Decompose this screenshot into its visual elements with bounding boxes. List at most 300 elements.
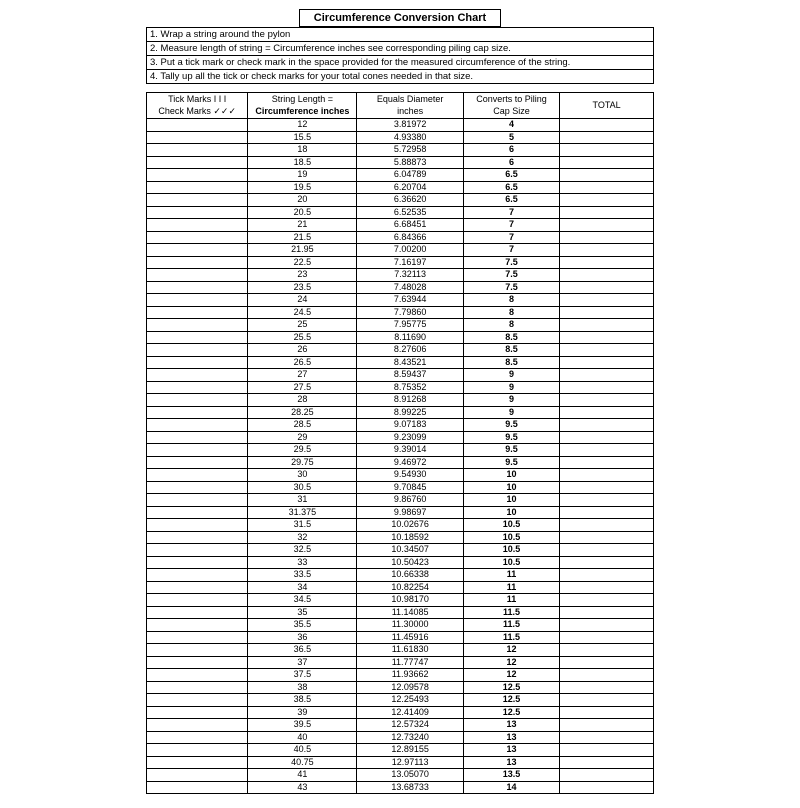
total-cell bbox=[560, 331, 654, 344]
diameter-cell: 3.81972 bbox=[357, 119, 463, 132]
cap-size-cell: 12.5 bbox=[463, 681, 559, 694]
page-title: Circumference Conversion Chart bbox=[299, 9, 501, 27]
circumference-cell: 18 bbox=[248, 144, 357, 157]
table-row bbox=[147, 769, 654, 782]
tick-cell bbox=[147, 194, 248, 207]
circumference-cell: 31.5 bbox=[248, 519, 357, 532]
tick-cell bbox=[147, 756, 248, 769]
diameter-cell: 5.88873 bbox=[357, 156, 463, 169]
diameter-cell: 8.59437 bbox=[357, 369, 463, 382]
cap-size-cell: 7 bbox=[463, 231, 559, 244]
tick-cell bbox=[147, 219, 248, 232]
diameter-header-line2: inches bbox=[397, 105, 424, 116]
circumference-cell: 20 bbox=[248, 194, 357, 207]
column-header-circumference bbox=[248, 93, 357, 119]
circumference-cell: 30.5 bbox=[248, 481, 357, 494]
cap-size-cell: 7.5 bbox=[463, 281, 559, 294]
tick-cell bbox=[147, 294, 248, 307]
circumference-cell: 34.5 bbox=[248, 594, 357, 607]
total-cell bbox=[560, 344, 654, 357]
tick-cell bbox=[147, 369, 248, 382]
total-cell bbox=[560, 531, 654, 544]
circumference-cell: 28.25 bbox=[248, 406, 357, 419]
diameter-cell: 10.34507 bbox=[357, 544, 463, 557]
total-cell bbox=[560, 694, 654, 707]
table-row bbox=[147, 319, 654, 332]
circumference-cell: 29 bbox=[248, 431, 357, 444]
table-row bbox=[147, 131, 654, 144]
circumference-cell: 26 bbox=[248, 344, 357, 357]
total-cell bbox=[560, 594, 654, 607]
tick-cell bbox=[147, 419, 248, 432]
diameter-cell: 7.16197 bbox=[357, 256, 463, 269]
diameter-cell: 11.61830 bbox=[357, 644, 463, 657]
table-row bbox=[147, 569, 654, 582]
total-cell bbox=[560, 181, 654, 194]
table-row bbox=[147, 719, 654, 732]
tick-cell bbox=[147, 131, 248, 144]
cap-size-cell: 9 bbox=[463, 406, 559, 419]
diameter-cell: 9.46972 bbox=[357, 456, 463, 469]
tick-cell bbox=[147, 394, 248, 407]
tick-cell bbox=[147, 181, 248, 194]
tick-cell bbox=[147, 781, 248, 794]
diameter-cell: 9.98697 bbox=[357, 506, 463, 519]
table-row bbox=[147, 244, 654, 257]
table-row bbox=[147, 356, 654, 369]
diameter-cell: 10.66338 bbox=[357, 569, 463, 582]
tick-cell bbox=[147, 319, 248, 332]
table-row bbox=[147, 669, 654, 682]
table-row bbox=[147, 731, 654, 744]
circumference-cell: 21.95 bbox=[248, 244, 357, 257]
circumference-cell: 27.5 bbox=[248, 381, 357, 394]
total-cell bbox=[560, 131, 654, 144]
diameter-cell: 7.32113 bbox=[357, 269, 463, 282]
circumference-cell: 24.5 bbox=[248, 306, 357, 319]
diameter-cell: 8.27606 bbox=[357, 344, 463, 357]
cap-size-cell: 7.5 bbox=[463, 269, 559, 282]
circumference-cell: 19.5 bbox=[248, 181, 357, 194]
cap-size-cell: 6 bbox=[463, 144, 559, 157]
tick-cell bbox=[147, 581, 248, 594]
conversion-table-header bbox=[147, 93, 654, 119]
diameter-cell: 8.99225 bbox=[357, 406, 463, 419]
diameter-cell: 12.41409 bbox=[357, 706, 463, 719]
tick-cell bbox=[147, 644, 248, 657]
tick-cell bbox=[147, 119, 248, 132]
diameter-cell: 11.93662 bbox=[357, 669, 463, 682]
diameter-cell: 13.05070 bbox=[357, 769, 463, 782]
tick-cell bbox=[147, 344, 248, 357]
circumference-cell: 40.5 bbox=[248, 744, 357, 757]
total-cell bbox=[560, 269, 654, 282]
diameter-cell: 6.36620 bbox=[357, 194, 463, 207]
tick-header-line2: Check Marks ✓✓✓ bbox=[158, 105, 237, 116]
tick-cell bbox=[147, 719, 248, 732]
cap-size-cell: 13 bbox=[463, 719, 559, 732]
table-row bbox=[147, 644, 654, 657]
total-cell bbox=[560, 444, 654, 457]
conversion-table-body bbox=[147, 119, 654, 794]
total-cell bbox=[560, 144, 654, 157]
cap-size-cell: 13 bbox=[463, 744, 559, 757]
tick-cell bbox=[147, 494, 248, 507]
table-row bbox=[147, 394, 654, 407]
total-cell bbox=[560, 706, 654, 719]
diameter-cell: 8.75352 bbox=[357, 381, 463, 394]
total-cell bbox=[560, 469, 654, 482]
diameter-cell: 8.91268 bbox=[357, 394, 463, 407]
cap-size-cell: 8.5 bbox=[463, 356, 559, 369]
tick-cell bbox=[147, 406, 248, 419]
total-cell bbox=[560, 569, 654, 582]
total-cell bbox=[560, 206, 654, 219]
circumference-cell: 37 bbox=[248, 656, 357, 669]
table-row bbox=[147, 281, 654, 294]
circumference-cell: 25.5 bbox=[248, 331, 357, 344]
total-cell bbox=[560, 556, 654, 569]
circumference-cell: 35 bbox=[248, 606, 357, 619]
cap-size-cell: 8.5 bbox=[463, 331, 559, 344]
cap-size-cell: 11 bbox=[463, 594, 559, 607]
table-row bbox=[147, 469, 654, 482]
table-row bbox=[147, 544, 654, 557]
table-row bbox=[147, 156, 654, 169]
circumference-cell: 31.375 bbox=[248, 506, 357, 519]
tick-cell bbox=[147, 669, 248, 682]
table-row bbox=[147, 556, 654, 569]
table-row bbox=[147, 744, 654, 757]
cap-size-cell: 11 bbox=[463, 581, 559, 594]
circumference-cell: 26.5 bbox=[248, 356, 357, 369]
diameter-cell: 10.98170 bbox=[357, 594, 463, 607]
tick-cell bbox=[147, 744, 248, 757]
tick-cell bbox=[147, 244, 248, 257]
header-row bbox=[147, 93, 654, 119]
tick-cell bbox=[147, 356, 248, 369]
table-row bbox=[147, 181, 654, 194]
tick-cell bbox=[147, 681, 248, 694]
diameter-cell: 11.30000 bbox=[357, 619, 463, 632]
diameter-cell: 9.86760 bbox=[357, 494, 463, 507]
conversion-chart-sheet bbox=[146, 8, 654, 794]
diameter-cell: 7.00200 bbox=[357, 244, 463, 257]
tick-header-line1: Tick Marks I I I bbox=[168, 94, 227, 104]
title-row bbox=[146, 8, 654, 27]
tick-cell bbox=[147, 469, 248, 482]
tick-cell bbox=[147, 506, 248, 519]
total-cell bbox=[560, 431, 654, 444]
circumference-cell: 25 bbox=[248, 319, 357, 332]
diameter-cell: 9.70845 bbox=[357, 481, 463, 494]
circumference-cell: 33.5 bbox=[248, 569, 357, 582]
tick-cell bbox=[147, 144, 248, 157]
cap-size-cell: 12 bbox=[463, 644, 559, 657]
circumference-cell: 20.5 bbox=[248, 206, 357, 219]
total-cell bbox=[560, 319, 654, 332]
table-row bbox=[147, 369, 654, 382]
tick-cell bbox=[147, 331, 248, 344]
table-row bbox=[147, 619, 654, 632]
circumference-cell: 24 bbox=[248, 294, 357, 307]
total-cell bbox=[560, 419, 654, 432]
cap-size-cell: 9 bbox=[463, 381, 559, 394]
total-cell bbox=[560, 581, 654, 594]
cap-size-cell: 6.5 bbox=[463, 181, 559, 194]
total-cell bbox=[560, 156, 654, 169]
total-cell bbox=[560, 244, 654, 257]
diameter-cell: 11.14085 bbox=[357, 606, 463, 619]
tick-cell bbox=[147, 631, 248, 644]
total-cell bbox=[560, 169, 654, 182]
tick-cell bbox=[147, 606, 248, 619]
circumference-cell: 23.5 bbox=[248, 281, 357, 294]
cap-size-cell: 9.5 bbox=[463, 431, 559, 444]
table-row bbox=[147, 506, 654, 519]
cap-size-cell: 10.5 bbox=[463, 544, 559, 557]
total-cell bbox=[560, 544, 654, 557]
diameter-cell: 7.95775 bbox=[357, 319, 463, 332]
table-row bbox=[147, 781, 654, 794]
diameter-cell: 12.73240 bbox=[357, 731, 463, 744]
circumference-cell: 19 bbox=[248, 169, 357, 182]
total-cell bbox=[560, 456, 654, 469]
total-cell bbox=[560, 194, 654, 207]
table-row bbox=[147, 294, 654, 307]
total-cell bbox=[560, 369, 654, 382]
diameter-cell: 6.84366 bbox=[357, 231, 463, 244]
cap-size-cell: 8 bbox=[463, 306, 559, 319]
table-row bbox=[147, 194, 654, 207]
total-cell bbox=[560, 744, 654, 757]
diameter-cell: 6.52535 bbox=[357, 206, 463, 219]
tick-cell bbox=[147, 706, 248, 719]
total-cell bbox=[560, 481, 654, 494]
diameter-cell: 6.68451 bbox=[357, 219, 463, 232]
circumference-cell: 40 bbox=[248, 731, 357, 744]
cap-size-cell: 12 bbox=[463, 669, 559, 682]
tick-cell bbox=[147, 431, 248, 444]
tick-cell bbox=[147, 531, 248, 544]
total-cell bbox=[560, 494, 654, 507]
cap-size-cell: 10 bbox=[463, 494, 559, 507]
table-row bbox=[147, 444, 654, 457]
instruction-step-1: 1. Wrap a string around the pylon bbox=[146, 27, 654, 42]
total-cell bbox=[560, 619, 654, 632]
circumference-cell: 21 bbox=[248, 219, 357, 232]
cap-size-cell: 11.5 bbox=[463, 606, 559, 619]
instruction-step-4: 4. Tally up all the tick or check marks for your total cones needed in that size. bbox=[146, 69, 654, 84]
circumference-cell: 34 bbox=[248, 581, 357, 594]
cap-size-cell: 6 bbox=[463, 156, 559, 169]
circumference-cell: 30 bbox=[248, 469, 357, 482]
column-header-diameter bbox=[357, 93, 463, 119]
table-row bbox=[147, 206, 654, 219]
cap-size-cell: 11.5 bbox=[463, 631, 559, 644]
cap-size-cell: 13.5 bbox=[463, 769, 559, 782]
cap-size-cell: 11 bbox=[463, 569, 559, 582]
circumference-cell: 41 bbox=[248, 769, 357, 782]
instructions-block bbox=[146, 27, 654, 84]
cap-size-cell: 10 bbox=[463, 506, 559, 519]
diameter-cell: 12.97113 bbox=[357, 756, 463, 769]
conversion-table bbox=[146, 92, 654, 794]
table-row bbox=[147, 481, 654, 494]
circumference-cell: 28 bbox=[248, 394, 357, 407]
table-row bbox=[147, 681, 654, 694]
total-cell bbox=[560, 656, 654, 669]
tick-cell bbox=[147, 256, 248, 269]
cap-size-cell: 8 bbox=[463, 294, 559, 307]
total-cell bbox=[560, 119, 654, 132]
tick-cell bbox=[147, 156, 248, 169]
cap-size-header-line1: Converts to Piling bbox=[476, 94, 547, 104]
diameter-cell: 7.79860 bbox=[357, 306, 463, 319]
column-header-total: TOTAL bbox=[560, 93, 654, 119]
circumference-header-line1: String Length = bbox=[271, 94, 334, 104]
cap-size-cell: 12.5 bbox=[463, 706, 559, 719]
table-row bbox=[147, 494, 654, 507]
circumference-cell: 28.5 bbox=[248, 419, 357, 432]
tick-cell bbox=[147, 594, 248, 607]
total-cell bbox=[560, 519, 654, 532]
tick-cell bbox=[147, 456, 248, 469]
table-row bbox=[147, 406, 654, 419]
tick-cell bbox=[147, 769, 248, 782]
cap-size-cell: 4 bbox=[463, 119, 559, 132]
cap-size-cell: 7 bbox=[463, 206, 559, 219]
total-cell bbox=[560, 231, 654, 244]
diameter-cell: 12.09578 bbox=[357, 681, 463, 694]
table-row bbox=[147, 219, 654, 232]
circumference-cell: 18.5 bbox=[248, 156, 357, 169]
tick-cell bbox=[147, 306, 248, 319]
tick-cell bbox=[147, 569, 248, 582]
total-cell bbox=[560, 606, 654, 619]
cap-size-cell: 11.5 bbox=[463, 619, 559, 632]
cap-size-cell: 7 bbox=[463, 219, 559, 232]
total-cell bbox=[560, 681, 654, 694]
circumference-cell: 38 bbox=[248, 681, 357, 694]
table-row bbox=[147, 706, 654, 719]
cap-size-cell: 8 bbox=[463, 319, 559, 332]
total-cell bbox=[560, 294, 654, 307]
cap-size-cell: 9.5 bbox=[463, 456, 559, 469]
instruction-step-2: 2. Measure length of string = Circumference inches see corresponding piling cap size. bbox=[146, 41, 654, 56]
diameter-cell: 7.48028 bbox=[357, 281, 463, 294]
tick-cell bbox=[147, 444, 248, 457]
circumference-cell: 29.75 bbox=[248, 456, 357, 469]
circumference-cell: 29.5 bbox=[248, 444, 357, 457]
tick-cell bbox=[147, 381, 248, 394]
tick-cell bbox=[147, 169, 248, 182]
circumference-cell: 27 bbox=[248, 369, 357, 382]
cap-size-cell: 14 bbox=[463, 781, 559, 794]
circumference-cell: 22.5 bbox=[248, 256, 357, 269]
instruction-step-3: 3. Put a tick mark or check mark in the space provided for the measured circumference of the string. bbox=[146, 55, 654, 70]
diameter-cell: 13.68733 bbox=[357, 781, 463, 794]
cap-size-cell: 10.5 bbox=[463, 519, 559, 532]
cap-size-header-line2: Cap Size bbox=[493, 105, 530, 116]
cap-size-cell: 6.5 bbox=[463, 194, 559, 207]
diameter-cell: 6.20704 bbox=[357, 181, 463, 194]
cap-size-cell: 9 bbox=[463, 369, 559, 382]
table-row bbox=[147, 119, 654, 132]
table-row bbox=[147, 306, 654, 319]
circumference-cell: 21.5 bbox=[248, 231, 357, 244]
table-row bbox=[147, 606, 654, 619]
total-cell bbox=[560, 219, 654, 232]
circumference-cell: 31 bbox=[248, 494, 357, 507]
cap-size-cell: 10.5 bbox=[463, 531, 559, 544]
tick-cell bbox=[147, 544, 248, 557]
diameter-cell: 11.45916 bbox=[357, 631, 463, 644]
total-cell bbox=[560, 644, 654, 657]
total-cell bbox=[560, 406, 654, 419]
total-cell bbox=[560, 356, 654, 369]
table-row bbox=[147, 594, 654, 607]
cap-size-cell: 9 bbox=[463, 394, 559, 407]
diameter-cell: 8.11690 bbox=[357, 331, 463, 344]
circumference-cell: 32.5 bbox=[248, 544, 357, 557]
diameter-cell: 7.63944 bbox=[357, 294, 463, 307]
table-row bbox=[147, 144, 654, 157]
circumference-cell: 38.5 bbox=[248, 694, 357, 707]
cap-size-cell: 9.5 bbox=[463, 419, 559, 432]
column-header-tick-marks bbox=[147, 93, 248, 119]
tick-cell bbox=[147, 481, 248, 494]
total-cell bbox=[560, 631, 654, 644]
table-row bbox=[147, 419, 654, 432]
cap-size-cell: 13 bbox=[463, 756, 559, 769]
diameter-cell: 11.77747 bbox=[357, 656, 463, 669]
cap-size-cell: 8.5 bbox=[463, 344, 559, 357]
tick-cell bbox=[147, 269, 248, 282]
total-cell bbox=[560, 256, 654, 269]
diameter-cell: 5.72958 bbox=[357, 144, 463, 157]
cap-size-cell: 5 bbox=[463, 131, 559, 144]
total-cell bbox=[560, 756, 654, 769]
diameter-cell: 9.39014 bbox=[357, 444, 463, 457]
table-row bbox=[147, 694, 654, 707]
total-cell bbox=[560, 394, 654, 407]
circumference-cell: 36 bbox=[248, 631, 357, 644]
tick-cell bbox=[147, 519, 248, 532]
circumference-cell: 39 bbox=[248, 706, 357, 719]
tick-cell bbox=[147, 231, 248, 244]
cap-size-cell: 10.5 bbox=[463, 556, 559, 569]
cap-size-cell: 7.5 bbox=[463, 256, 559, 269]
diameter-cell: 10.50423 bbox=[357, 556, 463, 569]
total-cell bbox=[560, 731, 654, 744]
diameter-cell: 12.57324 bbox=[357, 719, 463, 732]
total-cell bbox=[560, 769, 654, 782]
cap-size-cell: 12.5 bbox=[463, 694, 559, 707]
table-row bbox=[147, 581, 654, 594]
diameter-cell: 6.04789 bbox=[357, 169, 463, 182]
circumference-cell: 12 bbox=[248, 119, 357, 132]
circumference-cell: 33 bbox=[248, 556, 357, 569]
circumference-cell: 32 bbox=[248, 531, 357, 544]
total-cell bbox=[560, 281, 654, 294]
cap-size-cell: 7 bbox=[463, 244, 559, 257]
table-row bbox=[147, 344, 654, 357]
diameter-header-line1: Equals Diameter bbox=[376, 94, 444, 104]
table-row bbox=[147, 519, 654, 532]
diameter-cell: 9.54930 bbox=[357, 469, 463, 482]
total-cell bbox=[560, 669, 654, 682]
